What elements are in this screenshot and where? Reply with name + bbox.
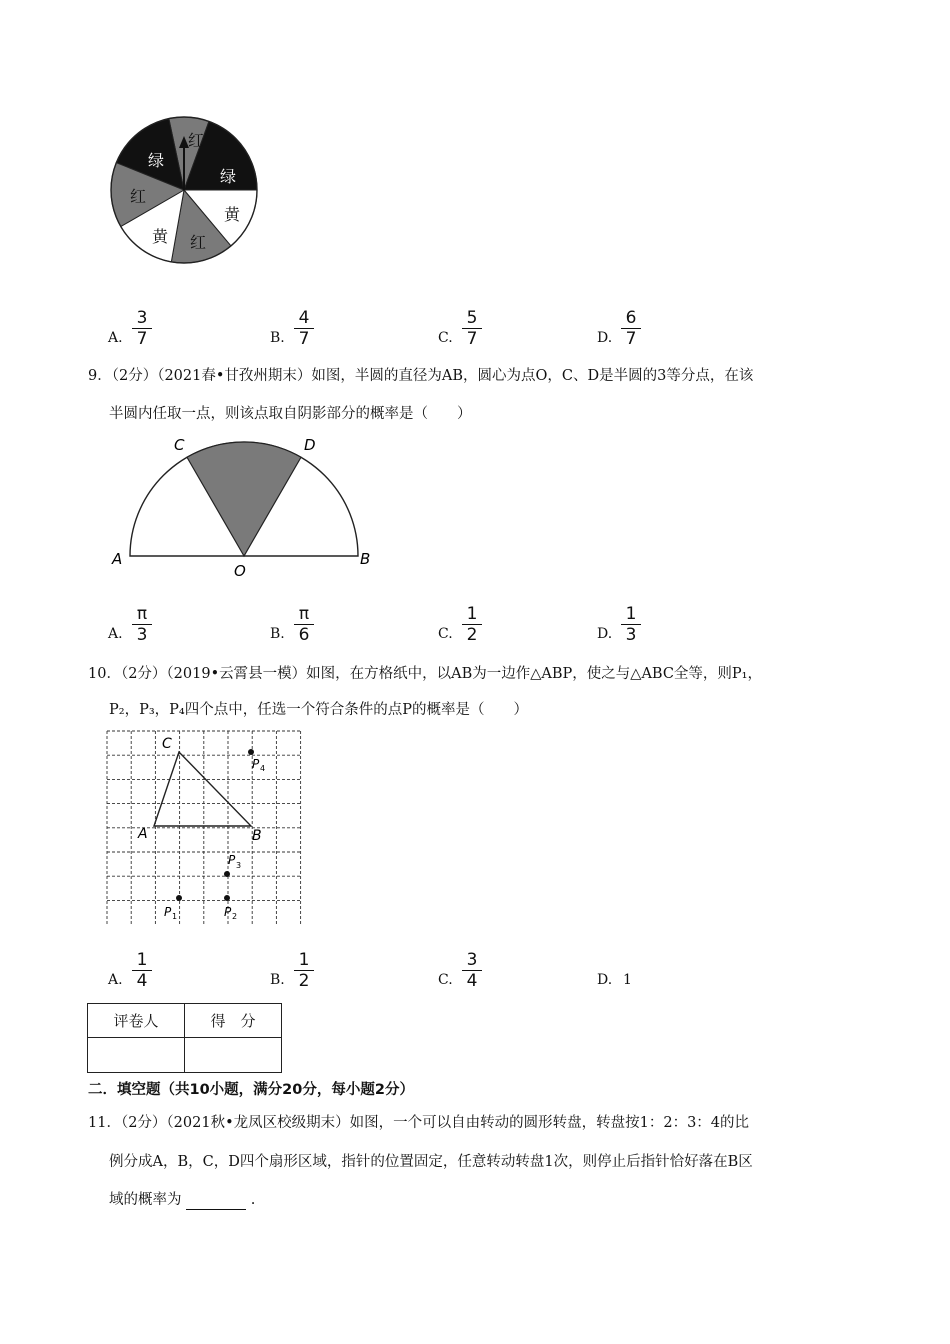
option-letter: A. [108,972,123,988]
q8-option-c[interactable] [438,302,498,349]
fraction-numerator: 1 [298,950,310,970]
fraction-numerator: 6 [625,308,637,328]
q9-option-c[interactable] [438,598,498,645]
question-9-text-line1: 9．（2分）（2021春•甘孜州期末）如图，半圆的直径为AB，圆心为点O，C、D是半圆的3等分点，在该 [88,368,754,384]
fraction-denominator: 3 [136,625,148,645]
q10-option-b[interactable] [270,944,330,991]
spinner-label: 绿 [148,151,165,170]
spinner-label: 红 [188,131,205,150]
fraction-denominator: 7 [625,329,637,349]
question-11-prefix: 域的概率为 [109,1192,182,1208]
label-A: A [138,826,148,842]
option-letter: B. [270,330,285,346]
option-fraction [294,605,314,644]
option-fraction [462,309,482,348]
fraction-numerator: 4 [298,308,310,328]
fraction-denominator: 4 [466,971,478,991]
option-letter: D. [597,330,613,346]
option-value: 1 [623,972,632,988]
score-table-cell-grader[interactable] [88,1038,185,1073]
spinner-label: 黄 [152,227,169,246]
question-9-text-line2: 半圆内任取一点，则该点取自阴影部分的概率是（ ） [109,406,472,422]
score-table-cell-score[interactable] [185,1038,282,1073]
point-P4 [248,749,254,755]
semicircle-figure [106,430,386,580]
option-fraction [621,309,641,348]
label-B: B [252,828,262,844]
label-D: D [304,436,316,454]
label-C: C [174,436,185,454]
q10-option-d[interactable] [597,944,657,988]
grid-figure [104,728,304,924]
label-B: B [360,550,371,568]
option-fraction [621,605,641,644]
spinner-label: 黄 [224,205,241,224]
fraction-denominator: 3 [625,625,637,645]
option-letter: D. [597,972,613,988]
spinner-figure [104,110,264,270]
option-letter: C. [438,626,453,642]
point-P2 [224,895,230,901]
fraction-numerator: 3 [136,308,148,328]
fraction-numerator: π [136,604,148,624]
option-letter: D. [597,626,613,642]
label-C: C [162,736,172,752]
q8-option-d[interactable] [597,302,657,349]
label-P2: P [224,905,232,919]
option-letter: C. [438,972,453,988]
label-P3-sub: 3 [236,861,242,870]
fraction-numerator: 3 [466,950,478,970]
option-fraction [294,951,314,990]
fraction-denominator: 7 [136,329,148,349]
triangle-ABC [154,752,251,826]
question-11-text-line1: 11．（2分）（2021秋•龙凤区校级期末）如图，一个可以自由转动的圆形转盘，转盘按1：2：3：4的比 [88,1115,750,1131]
q9-option-a[interactable] [108,598,168,645]
fraction-numerator: π [298,604,310,624]
fraction-numerator: 5 [466,308,478,328]
spinner-label: 红 [190,233,207,252]
question-10-text-line1: 10．（2分）（2019•云霄县一模）如图，在方格纸中，以AB为一边作△ABP，使之与△ABC全等，则P₁， [88,666,762,682]
answer-blank[interactable] [186,1195,246,1210]
q8-option-a[interactable] [108,302,168,349]
fraction-denominator: 2 [298,971,310,991]
fraction-denominator: 7 [466,329,478,349]
fraction-denominator: 7 [298,329,310,349]
q10-option-a[interactable] [108,944,168,991]
label-P4-sub: 4 [260,764,266,773]
fraction-numerator: 1 [466,604,478,624]
question-11-text-line3 [109,1190,255,1210]
label-P4: P [252,757,260,771]
option-fraction [462,951,482,990]
fraction-denominator: 6 [298,625,310,645]
question-11-suffix: . [250,1192,256,1208]
option-letter: A. [108,626,123,642]
question-10-text-line2: P₂，P₃，P₄四个点中，任选一个符合条件的点P的概率是（ ） [109,702,528,718]
q10-option-c[interactable] [438,944,498,991]
option-fraction [132,309,152,348]
label-P1: P [164,905,172,919]
q8-option-b[interactable] [270,302,330,349]
option-fraction [462,605,482,644]
option-letter: C. [438,330,453,346]
label-O: O [234,562,246,580]
fraction-denominator: 2 [466,625,478,645]
score-table-header-grader: 评卷人 [88,1004,185,1038]
label-A: A [112,550,123,568]
point-P1 [176,895,182,901]
label-P3: P [228,853,236,867]
option-fraction [132,605,152,644]
spinner-label: 绿 [220,167,237,186]
q9-option-b[interactable] [270,598,330,645]
option-letter: B. [270,626,285,642]
option-letter: B. [270,972,285,988]
fraction-denominator: 4 [136,971,148,991]
question-11-text-line2: 例分成A，B，C，D四个扇形区域，指针的位置固定，任意转动转盘1次，则停止后指针恰好落在B区 [109,1154,753,1170]
fraction-numerator: 1 [625,604,637,624]
label-P1-sub: 1 [172,912,178,921]
point-P3 [224,871,230,877]
option-fraction [132,951,152,990]
spinner-label: 红 [130,187,147,206]
label-P2-sub: 2 [232,912,238,921]
score-table-header-score: 得 分 [185,1004,282,1038]
option-letter: A. [108,330,123,346]
option-fraction [294,309,314,348]
fraction-numerator: 1 [136,950,148,970]
section-2-title: 二．填空题（共10小题，满分20分，每小题2分） [88,1082,414,1098]
score-table [87,1003,282,1073]
q9-option-d[interactable] [597,598,657,645]
